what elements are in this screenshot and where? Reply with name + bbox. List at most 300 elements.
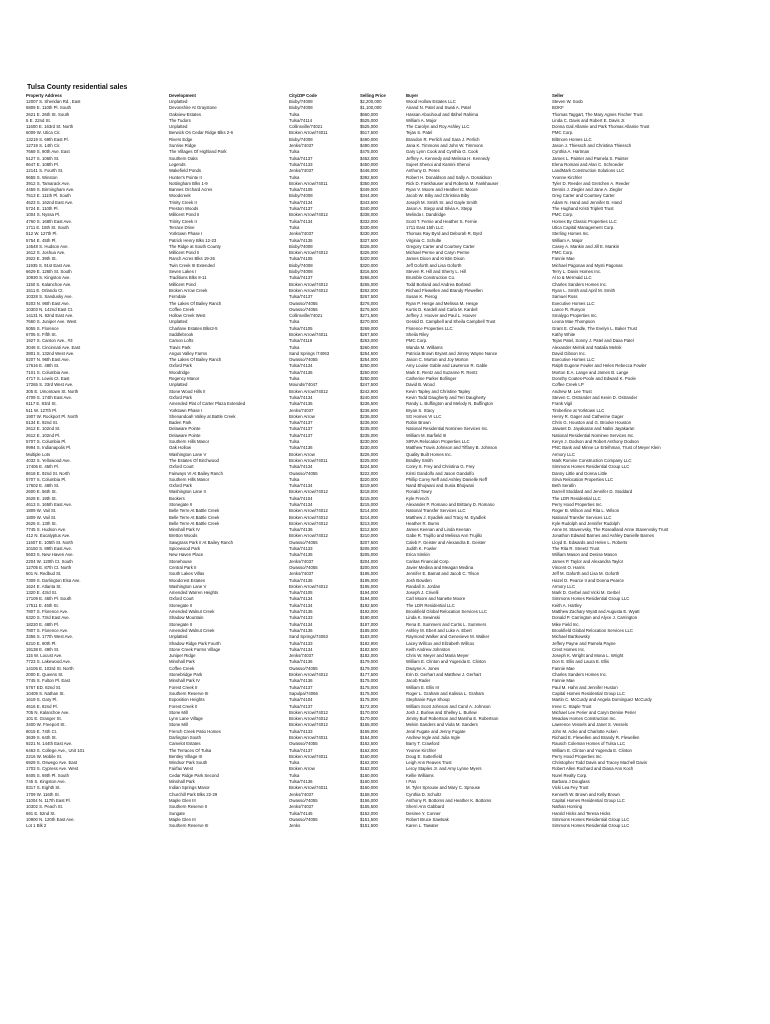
cell-development: Yorktown Phase I: [169, 407, 203, 413]
cell-development: Forest Creek II: [169, 703, 198, 709]
cell-buyer: Gerald D. Campbell and Sheila Campbell Trust: [406, 319, 496, 325]
cell-price: $204,000: [360, 558, 378, 564]
cell-development: Regency Manor: [169, 376, 200, 382]
cell-property: 10930 S. Kingston Ave.: [26, 275, 71, 281]
cell-property: 6929 S. Oswego Ave. East: [26, 760, 78, 766]
cell-price: $230,000: [360, 439, 378, 445]
cell-buyer: Jeffrey A. Kennedy and Melissa H. Kennedy: [406, 155, 490, 161]
cell-seller: Dorothy Coates-Poole and Edward K. Poole: [552, 376, 636, 382]
cell-property: 17602 E. 48th St.: [26, 483, 60, 489]
cell-property: 9994 S. Indianapolis Pl.: [26, 445, 72, 451]
cell-cityzip: Tulsa/74137: [289, 747, 313, 753]
cell-price: $343,500: [360, 199, 378, 205]
cell-price: $270,000: [360, 319, 378, 325]
cell-cityzip: Tulsa/74104: [289, 697, 313, 703]
cell-development: Wakefield Ponds: [169, 168, 202, 174]
cell-buyer: SG Homes VI LLC: [406, 413, 442, 419]
cell-price: $155,500: [360, 804, 378, 810]
cell-price: $175,000: [360, 684, 378, 690]
cell-price: $192,000: [360, 609, 378, 615]
cell-property: 5134 E. 92nd St.: [26, 420, 59, 426]
cell-development: Amended Walnut Creek: [169, 627, 215, 633]
cell-development: Amended Walnut Creek: [169, 609, 215, 615]
cell-buyer: Bryan S. Stacy: [406, 407, 435, 413]
cell-seller: Executive Homes LLC: [552, 357, 595, 363]
cell-cityzip: Owasso/74055: [289, 665, 318, 671]
cell-price: $164,000: [360, 734, 378, 740]
cell-price: $182,500: [360, 646, 378, 652]
cell-property: 5707 S. Columbia Pl.: [26, 439, 67, 445]
cell-cityzip: Tulsa/74119: [289, 338, 313, 344]
cell-seller: Homes By Classic Properties LLC: [552, 218, 617, 224]
cell-development: Unplatted: [169, 634, 188, 640]
cell-property: 7745 S. Hudson Ave.: [26, 527, 67, 533]
cell-buyer: Randy L. Buffington and Melody N. Buffington: [406, 401, 494, 407]
cell-price: $254,500: [360, 350, 378, 356]
cell-buyer: Linda K. Sewinski: [406, 615, 440, 621]
cell-property: Lot 1 Blk 2: [26, 823, 47, 829]
cell-price: $490,000: [360, 136, 378, 142]
cell-seller: Jaiwant D. Jayakaran and Nalini Jayakaran: [552, 426, 635, 432]
cell-development: Stone Wood Hills II: [169, 388, 206, 394]
cell-price: $326,000: [360, 250, 378, 256]
cell-development: Cedar Ridge Park Second: [169, 772, 219, 778]
cell-buyer: M. Tyler Sprouse and Mary C. Sprouse: [406, 785, 481, 791]
cell-price: $236,000: [360, 420, 378, 426]
cell-development: Patrick Henry Blks 12-23: [169, 237, 217, 243]
cell-price: $162,000: [360, 747, 378, 753]
cell-cityzip: Owasso/74055: [289, 306, 318, 312]
cell-buyer: Jeffrey J. Hoover and Paul L. Hoover: [406, 313, 477, 319]
cell-development: New Haven Place: [169, 552, 204, 558]
cell-development: Trinity Creek II: [169, 218, 197, 224]
cell-development: Hunter's Pointe II: [169, 174, 202, 180]
cell-cityzip: Tulsa/74136: [289, 445, 313, 451]
cell-price: $525,000: [360, 124, 378, 130]
cell-price: $218,000: [360, 489, 378, 495]
cell-price: $266,000: [360, 275, 378, 281]
cell-buyer: William E. Ellis III: [406, 684, 439, 690]
cell-cityzip: Broken Arrow/74012: [289, 709, 328, 715]
cell-property: 9655 S. Winston: [26, 174, 58, 180]
cell-seller: The LDR Residential LLC: [552, 495, 601, 501]
cell-price: $450,000: [360, 161, 378, 167]
cell-seller: Fannie Mae: [552, 256, 575, 262]
cell-development: Stone Creek Farms Village: [169, 646, 221, 652]
cell-development: Lynn Lane Village: [169, 716, 203, 722]
table-body: [26, 99, 746, 829]
cell-cityzip: Owasso/74055: [289, 564, 318, 570]
cell-seller: Matthew Zachary Wyatt and Augusta E. Wyatt: [552, 609, 640, 615]
cell-development: Twin Creek III Extended: [169, 262, 215, 268]
cell-seller: Andrew M. Lee Trust: [552, 388, 592, 394]
cell-price: $219,500: [360, 483, 378, 489]
cell-property: 6117 E. 83rd St.: [26, 401, 57, 407]
cell-seller: Kathy White: [552, 331, 576, 337]
cell-price: $242,900: [360, 388, 378, 394]
cell-price: $267,500: [360, 294, 378, 300]
cell-price: $151,500: [360, 823, 378, 829]
cell-price: $185,000: [360, 627, 378, 633]
cell-buyer: Corey S. Frey and Christina G. Frey: [406, 464, 475, 470]
cell-cityzip: Tulsa: [289, 760, 300, 766]
cell-development: Sawgrass Park II At Bailey Ranch: [169, 539, 234, 545]
cell-property: 8618 E. 92nd St. North: [26, 470, 70, 476]
cell-development: Millicent Pond: [169, 281, 196, 287]
cell-cityzip: Broken Arrow/74011: [289, 331, 328, 337]
cell-cityzip: Tulsa/74135: [289, 552, 313, 558]
cell-seller: Armory LLC: [552, 583, 575, 589]
cell-seller: John M. Acke and Charlotte Acken: [552, 728, 618, 734]
cell-development: Exposition Heights: [169, 697, 205, 703]
cell-cityzip: Tulsa/74137: [289, 684, 313, 690]
cell-cityzip: Tulsa/74104: [289, 495, 313, 501]
cell-development: Shadow Mountain: [169, 615, 204, 621]
cell-seller: Beth Serafin: [552, 483, 576, 489]
cell-buyer: Leroy Staples Jr. and Amy Lynne Myers: [406, 766, 482, 772]
cell-seller: Irene C. Staple Trust: [552, 703, 592, 709]
cell-price: $517,500: [360, 130, 378, 136]
cell-development: Southern Hills Manor: [169, 439, 210, 445]
cell-property: 305 E. Umontown St. North: [26, 388, 79, 394]
cell-cityzip: Tulsa/74137: [289, 703, 313, 709]
cell-property: 10150 S. 89th East Ave.: [26, 546, 73, 552]
cell-seller: Al to & Mermaid LLC: [552, 275, 592, 281]
cell-cityzip: Tulsa/74134: [289, 646, 313, 652]
cell-property: 7807 S. Florence Ave.: [26, 627, 69, 633]
cell-development: Oakview Estates: [169, 111, 202, 117]
cell-property: 1927 S. Canton Ave., #3: [26, 338, 73, 344]
cell-buyer: Virginia C. Schulte: [406, 237, 442, 243]
cell-seller: The Rita R. Streetz Trust: [552, 546, 600, 552]
cell-cityzip: Bixby/74008: [289, 262, 313, 268]
cell-price: $170,000: [360, 709, 378, 715]
cell-property: 5767 ED. 82nd St.: [26, 684, 62, 690]
cell-buyer: Brumble Construction Co.: [406, 275, 456, 281]
cell-property: 1619 S. Gary Pl.: [26, 697, 58, 703]
cell-development: Minshall Park IV: [169, 678, 201, 684]
cell-development: Amended Plat of Carter Plaza Extended: [169, 401, 246, 407]
cell-price: $179,000: [360, 665, 378, 671]
cell-cityzip: Tulsa: [289, 772, 300, 778]
cell-cityzip: Jenks/74037: [289, 231, 314, 237]
cell-development: Fairfax West: [169, 766, 194, 772]
cell-buyer: Richard Flewellen and Brandy Flewellen: [406, 287, 483, 293]
cell-development: Southern Reserve II: [169, 804, 208, 810]
cell-property: 2621 E. 26th St. South: [26, 111, 70, 117]
cell-buyer: Michael Perme and Caryn Perme: [406, 250, 470, 256]
cell-price: $235,000: [360, 426, 378, 432]
cell-property: 1809 W. Vail St.: [26, 514, 57, 520]
cell-seller: Morton E.A. Lange and James B. Lange: [552, 369, 629, 375]
cell-cityzip: Tulsa/74136: [289, 678, 313, 684]
cell-property: 8647 E. 108th Pl.: [26, 161, 59, 167]
cell-buyer: Ryan P. Hesge and Melissa M. Hesge: [406, 300, 479, 306]
cell-cityzip: Jenks/74037: [289, 804, 314, 810]
cell-buyer: Rick D. Fankhauser and Roberta M. Fankhauser: [406, 180, 499, 186]
cell-price: $236,500: [360, 407, 378, 413]
cell-property: 17109 E. 46th Pl. South: [26, 596, 72, 602]
cell-development: Bretton Woods: [169, 533, 198, 539]
cell-cityzip: Owasso/74055: [289, 539, 318, 545]
document-title: Tulsa County residential sales: [27, 84, 128, 91]
cell-buyer: Brandon R. Perlich and Sara J. Perlich: [406, 136, 480, 142]
cell-seller: Alexander Melnik and Natalia Melnik: [552, 344, 622, 350]
cell-seller: Jeffery Payne and Pamela Payne: [552, 640, 616, 646]
cell-price: $205,000: [360, 552, 378, 558]
cell-property: 6463 S. College Ave., Unit 101: [26, 747, 85, 753]
sales-table-page: [26, 84, 746, 829]
cell-cityzip: Tulsa: [289, 476, 300, 482]
cell-price: $230,000: [360, 445, 378, 451]
cell-buyer: Robert H. Donaldson and Sally A. Donaldson: [406, 174, 492, 180]
cell-price: $175,000: [360, 697, 378, 703]
cell-seller: Tyler D. Reeder and Gretchen A. Reeder: [552, 180, 630, 186]
cell-price: $320,000: [360, 262, 378, 268]
cell-seller: Grant E. Cheadle, The Evelyn L. Baker Trust: [552, 325, 637, 331]
cell-buyer: Kevin Todd Daugherty and Teri Daugherty: [406, 394, 486, 400]
cell-property: 8015 E. 74th Ct.: [26, 728, 58, 734]
cell-development: Sungate: [169, 810, 186, 816]
cell-cityzip: Tulsa/74133: [289, 615, 313, 621]
cell-property: 8207 N. 96th East Ave.: [26, 357, 70, 363]
cell-price: $220,000: [360, 476, 378, 482]
cell-price: $177,500: [360, 672, 378, 678]
cell-price: $263,000: [360, 338, 378, 344]
cell-development: Angus Valley Farms: [169, 350, 208, 356]
cell-property: 10900 N. 120th East Ave.: [26, 816, 75, 822]
cell-price: $350,000: [360, 180, 378, 186]
cell-cityzip: Owasso/74055: [289, 741, 318, 747]
cell-price: $194,000: [360, 596, 378, 602]
cell-seller: Donna Gail Allamie and Park Thomas Allamie Trust: [552, 124, 650, 130]
cell-cityzip: Tulsa/74136: [289, 527, 313, 533]
cell-price: $213,000: [360, 520, 378, 526]
cell-cityzip: Jenks: [289, 823, 301, 829]
cell-seller: Paul M. Hahn and Jennifer Huston: [552, 684, 618, 690]
cell-seller: Hazel D. Pearce II and Donna Pearce: [552, 577, 624, 583]
cell-development: Amended Warren Heights: [169, 590, 219, 596]
cell-buyer: Barry T. Crawford: [406, 741, 440, 747]
cell-cityzip: Tulsa/74136: [289, 659, 313, 665]
cell-property: 4709 S. 174th East Ave.: [26, 394, 73, 400]
cell-development: Southern Reserve III: [169, 823, 209, 829]
cell-buyer: SIRVA Relocation Properties LLC: [406, 439, 470, 445]
cell-buyer: Roger L. Graham and Kalissa L. Graham: [406, 690, 485, 696]
cell-development: Ranch Acres Blks 19-26: [169, 256, 215, 262]
cell-property: 5603 S. New Haven Ave.: [26, 552, 74, 558]
cell-seller: Adam N. Hand and Jennifer B. Hand: [552, 199, 622, 205]
cell-development: Minshall Park IV: [169, 527, 201, 533]
cell-cityzip: Sand Springs/74063: [289, 634, 328, 640]
cell-seller: Robert Allen Rochard and Diana Ann Koch: [552, 766, 634, 772]
cell-price: $214,000: [360, 508, 378, 514]
cell-property: 1612 S. Joshua Ave.: [26, 250, 66, 256]
cell-cityzip: Broken Arrow/74012: [289, 514, 328, 520]
cell-seller: Brookfield Global Relocation Services LLC: [552, 627, 633, 633]
cell-cityzip: Bixby/74008: [289, 193, 313, 199]
cell-seller: Simmons Homes Residential Group LLC: [552, 596, 630, 602]
cell-development: Travis Park: [169, 344, 191, 350]
cell-cityzip: Tulsa: [289, 111, 300, 117]
cell-cityzip: Broken Arrow/74012: [289, 722, 328, 728]
cell-cityzip: Tulsa/74137: [289, 432, 313, 438]
cell-property: 6629 E. 126th St. South: [26, 269, 72, 275]
cell-price: $215,000: [360, 502, 378, 507]
cell-seller: James L. Painter and Pamela S. Painter: [552, 155, 629, 161]
cell-seller: Lloyd E. Edwards and Helen L. Roberts: [552, 539, 628, 545]
cell-seller: Sterling Homes Inc.: [552, 231, 590, 237]
cell-property: 17406 E. 45th Pl.: [26, 464, 59, 470]
cell-buyer: Matthew Travis Johnson and Tiffany B. Johnson: [406, 445, 498, 451]
cell-development: The Estates Of Birchwood: [169, 457, 219, 463]
cell-price: $276,500: [360, 306, 378, 312]
cell-cityzip: Broken Arrow/74012: [289, 533, 328, 539]
cell-cityzip: Jenks/74037: [289, 791, 314, 797]
cell-development: Millicent Pond II: [169, 212, 200, 218]
cell-property: 8317 S. Eighth St.: [26, 785, 61, 791]
cell-buyer: Chris W. Meyer and Maria Meyer: [406, 653, 469, 659]
cell-seller: Kenneth W. Brown and Kelly Brown: [552, 791, 620, 797]
cell-price: $190,000: [360, 615, 378, 621]
cell-seller: Armory LLC: [552, 451, 575, 457]
cell-seller: Mark Romine Construction Company LLC: [552, 457, 632, 463]
cell-price: $170,000: [360, 716, 378, 722]
cell-price: $192,500: [360, 602, 378, 608]
cell-cityzip: Broken Arrow/74012: [289, 508, 328, 514]
cell-price: $182,900: [360, 640, 378, 646]
cell-cityzip: Broken Arrow/74011: [289, 734, 328, 740]
cell-development: Unplatted: [169, 124, 188, 130]
cell-buyer: Karen L. Tawater: [406, 823, 439, 829]
cell-price: $250,000: [360, 376, 378, 382]
cell-price: $175,000: [360, 690, 378, 696]
cell-cityzip: Broken Arrow: [289, 451, 315, 457]
cell-seller: Joseph K. Wright and Mona L. Wright: [552, 653, 624, 659]
cell-development: Windsor Park South: [169, 760, 208, 766]
cell-cityzip: Tulsa: [289, 319, 300, 325]
cell-cityzip: Tulsa/74136: [289, 779, 313, 785]
cell-seller: Tejas Patel, Sonny J. Patel and Daxa Patel: [552, 338, 634, 344]
cell-cityzip: Broken Arrow/74011: [289, 785, 328, 791]
cell-buyer: Keith Andrew Johnston: [406, 646, 450, 652]
cell-price: $250,000: [360, 369, 378, 375]
cell-buyer: Anthony R. Bottoms and Heather K. Bottoms: [406, 797, 492, 803]
cell-seller: Donald P. Carrington and Alyce J. Carrington: [552, 615, 638, 621]
cell-price: $446,000: [360, 168, 378, 174]
cell-cityzip: Sapulpa/74066: [289, 690, 318, 696]
cell-price: $215,000: [360, 495, 378, 501]
cell-development: Washington Lane V: [169, 451, 207, 457]
cell-buyer: Jason C. Morton and Joy Morton: [406, 357, 469, 363]
cell-development: The Lakes Of Bailey Ranch: [169, 357, 222, 363]
cell-price: $195,000: [360, 577, 378, 583]
cell-price: $226,000: [360, 451, 378, 457]
cell-seller: Yvonne Kirchler: [552, 174, 583, 180]
cell-buyer: Caleb F. Geister and Alexandra E. Geister: [406, 539, 486, 545]
cell-cityzip: Tulsa/74134: [289, 394, 313, 400]
cell-buyer: Todd Borland and Andrea Borland: [406, 281, 471, 287]
cell-buyer: David B. Wood: [406, 382, 435, 388]
cell-seller: Michael Pagonas and Mysti Pagonas: [552, 262, 623, 268]
cell-development: Oxford Court: [169, 596, 194, 602]
cell-buyer: Wanda M. Williams: [406, 344, 443, 350]
cell-seller: Lance R. Runyon: [552, 306, 586, 312]
cell-seller: Jason J. Thiessch and Christina Thiessch: [552, 143, 632, 149]
cell-development: Minshall Park: [169, 659, 195, 665]
cell-seller: Darrell Stoddard and Jennifer D. Stoddard: [552, 489, 633, 495]
cell-property: 9221 N. 144th East Ave.: [26, 741, 73, 747]
cell-property: 2922 E. 39th St.: [26, 256, 57, 262]
cell-seller: PMC Corp.: [552, 250, 574, 256]
cell-cityzip: Tulsa/74134: [289, 502, 313, 507]
cell-seller: National Residential Nominee Services Inc.: [552, 432, 635, 438]
cell-development: Sunrise Ridge: [169, 143, 196, 149]
cell-buyer: 1711 East 15th LLC: [406, 224, 444, 230]
cell-development: Seven Lakes I: [169, 269, 197, 275]
cell-buyer: Wood Hollow Estates LLC: [406, 99, 456, 104]
cell-buyer: Nand Bhojwani and Sunia Bhojwani: [406, 483, 475, 489]
cell-cityzip: Tulsa/74136: [289, 627, 313, 633]
cell-property: 511 W. 127th Pl.: [26, 407, 58, 413]
cell-cityzip: Broken Arrow/74011: [289, 130, 328, 136]
cell-buyer: Judith K. Fowler: [406, 546, 437, 552]
cell-property: 8405 S. 69th Pl. South: [26, 772, 70, 778]
cell-price: $195,000: [360, 583, 378, 589]
cell-seller: Chris G. Houston and G. Brooke Houston: [552, 420, 632, 426]
cell-buyer: PMC Corp.: [406, 338, 428, 344]
cell-seller: Simmons Homes Residential Group LLC: [552, 464, 630, 470]
cell-cityzip: Tulsa/74133: [289, 728, 313, 734]
cell-buyer: Jeral Fugate and Jenny Fugate: [406, 728, 466, 734]
cell-development: Bookers: [169, 495, 185, 501]
cell-development: Stonegate II: [169, 602, 193, 608]
cell-buyer: Josh J. Burlew and Shelley L. Burlew: [406, 709, 477, 715]
cell-cityzip: Tulsa/74134: [289, 363, 313, 369]
cell-development: Traditions Blks 8-11: [169, 275, 207, 281]
cell-seller: Lawrence Vessels and Janet S. Vessels: [552, 722, 628, 728]
cell-seller: Nurel Realty Corp.: [552, 772, 588, 778]
cell-seller: Vincent O. Harris: [552, 564, 585, 570]
cell-cityzip: Owasso/74055: [289, 300, 318, 306]
cell-development: Ferndale: [169, 294, 186, 300]
cell-price: $162,000: [360, 760, 378, 766]
cell-buyer: Rena E. Summers and Curtis L. Summers: [406, 621, 487, 627]
cell-property: 1511 E. Orlando Ct.: [26, 287, 64, 293]
cell-property: 4459 S. Birmingham Ave.: [26, 187, 75, 193]
cell-buyer: Melvin Sanders and Viola M. Sanders: [406, 722, 478, 728]
cell-buyer: Carl Moore and Nanette Moore: [406, 596, 466, 602]
cell-property: 1624 E. Atlanta St.: [26, 583, 62, 589]
cell-buyer: Robert Bruce Sawtsak: [406, 816, 449, 822]
cell-cityzip: Collinsville/74021: [289, 313, 323, 319]
cell-buyer: Javier Medina and Meagan Medina: [406, 564, 474, 570]
cell-buyer: Jeff Goforth and Lisa Goforth: [406, 262, 462, 268]
cell-cityzip: Tulsa: [289, 149, 300, 155]
cell-cityzip: Owasso/74055: [289, 357, 318, 363]
cell-property: 1709 W. 116th St.: [26, 791, 60, 797]
cell-price: $160,000: [360, 779, 378, 785]
cell-price: $156,000: [360, 797, 378, 803]
cell-property: 3356 S. 177th West Ave.: [26, 634, 74, 640]
cell-price: $151,500: [360, 816, 378, 822]
cell-price: $182,000: [360, 653, 378, 659]
cell-development: Churchill Park Blks 22-29: [169, 791, 218, 797]
cell-development: Camelot Estates: [169, 741, 201, 747]
header-development: Development: [169, 93, 196, 98]
cell-cityzip: Bixby/74008: [289, 99, 313, 104]
table-row: [26, 823, 746, 829]
